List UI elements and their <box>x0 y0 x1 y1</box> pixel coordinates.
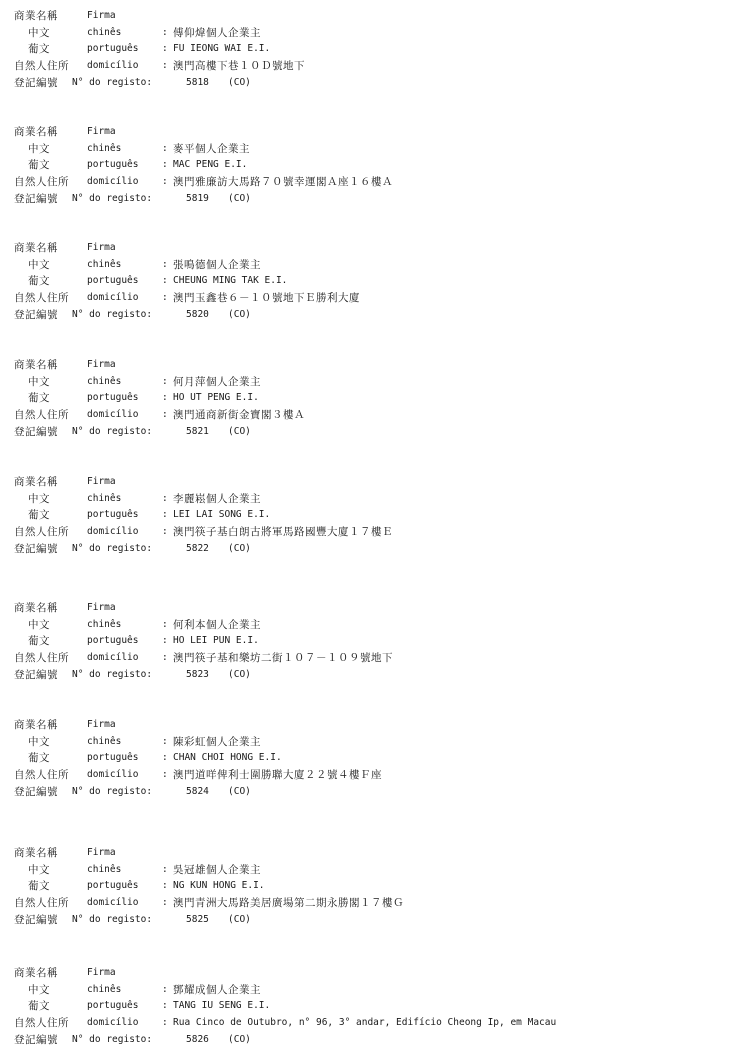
domicile-label-pt: domicílio <box>87 292 139 303</box>
firm-name-chinese: 鄧耀成個人企業主 <box>173 983 261 996</box>
firm-label-pt: Firma <box>87 719 116 730</box>
portuguese-label-zh: 葡文 <box>28 392 50 404</box>
registration-entry <box>14 240 714 320</box>
firm-name-portuguese: CHEUNG MING TAK E.I. <box>173 275 288 286</box>
chinese-label-pt: chinês <box>87 142 122 154</box>
registry-label-pt: N° do registo: <box>72 193 153 204</box>
registry-number: 5821 <box>186 426 209 437</box>
separator-colon: : <box>162 159 168 170</box>
registry-number: 5820 <box>186 309 209 320</box>
firm-label-pt: Firma <box>87 359 116 370</box>
registry-suffix: (CO) <box>228 914 251 925</box>
domicile-label-pt: domicílio <box>87 652 139 663</box>
registration-entry <box>14 717 714 797</box>
firm-label-zh: 商業名稱 <box>14 602 58 614</box>
chinese-label-pt: chinês <box>87 983 122 995</box>
separator-colon: : <box>162 176 168 187</box>
separator-colon: : <box>162 292 168 303</box>
chinese-label-zh: 中文 <box>28 735 50 748</box>
registration-entry <box>14 357 714 437</box>
firm-name-portuguese: LEI LAI SONG E.I. <box>173 509 271 520</box>
registry-suffix: (CO) <box>228 543 251 554</box>
portuguese-label-pt: português <box>87 635 139 646</box>
portuguese-label-zh: 葡文 <box>28 752 50 764</box>
domicile-label-pt: domicílio <box>87 176 139 187</box>
firm-name-portuguese: TANG IU SENG E.I. <box>173 1000 271 1011</box>
chinese-label-pt: chinês <box>87 375 122 387</box>
separator-colon: : <box>162 409 168 420</box>
separator-colon: : <box>162 526 168 537</box>
firm-name-chinese: 吳冠雄個人企業主 <box>173 863 261 876</box>
firm-label-pt: Firma <box>87 602 116 613</box>
separator-colon: : <box>162 752 168 763</box>
registry-label-zh: 登記編號 <box>14 669 58 681</box>
separator-colon: : <box>162 897 168 908</box>
firm-name-chinese: 陳彩虹個人企業主 <box>173 735 261 748</box>
separator-colon: : <box>162 258 168 270</box>
domicile-label-pt: domicílio <box>87 897 139 908</box>
registry-label-pt: N° do registo: <box>72 543 153 554</box>
domicile-label-pt: domicílio <box>87 769 139 780</box>
domicile-label-zh: 自然人住所 <box>14 60 69 72</box>
registry-label-zh: 登記編號 <box>14 309 58 321</box>
firm-name-chinese: 何月萍個人企業主 <box>173 375 261 388</box>
portuguese-label-zh: 葡文 <box>28 880 50 892</box>
domicile-address: Rua Cinco de Outubro, n° 96, 3° andar, Edifício Cheong Ip, em Macau <box>173 1017 557 1028</box>
domicile-label-zh: 自然人住所 <box>14 409 69 421</box>
portuguese-label-pt: português <box>87 275 139 286</box>
separator-colon: : <box>162 735 168 747</box>
firm-name-chinese: 張鳴德個人企業主 <box>173 258 261 271</box>
separator-colon: : <box>162 392 168 403</box>
domicile-address: 澳門高樓下巷１０Ｄ號地下 <box>173 60 305 72</box>
portuguese-label-zh: 葡文 <box>28 635 50 647</box>
separator-colon: : <box>162 375 168 387</box>
separator-colon: : <box>162 492 168 504</box>
registry-label-pt: N° do registo: <box>72 669 153 680</box>
firm-label-zh: 商業名稱 <box>14 719 58 731</box>
registry-label-zh: 登記編號 <box>14 914 58 926</box>
domicile-label-zh: 自然人住所 <box>14 526 69 538</box>
registration-entry <box>14 124 714 204</box>
registry-number: 5824 <box>186 786 209 797</box>
chinese-label-zh: 中文 <box>28 26 50 39</box>
registration-entry <box>14 845 714 925</box>
chinese-label-pt: chinês <box>87 258 122 270</box>
firm-label-zh: 商業名稱 <box>14 847 58 859</box>
separator-colon: : <box>162 43 168 54</box>
separator-colon: : <box>162 1017 168 1028</box>
firm-label-zh: 商業名稱 <box>14 967 58 979</box>
registry-suffix: (CO) <box>228 786 251 797</box>
domicile-label-zh: 自然人住所 <box>14 897 69 909</box>
domicile-label-zh: 自然人住所 <box>14 652 69 664</box>
firm-label-zh: 商業名稱 <box>14 126 58 138</box>
firm-label-pt: Firma <box>87 126 116 137</box>
chinese-label-zh: 中文 <box>28 375 50 388</box>
domicile-address: 澳門筷子基白朗古將軍馬路國豐大廈１７樓Ｅ <box>173 526 393 538</box>
registry-label-zh: 登記編號 <box>14 426 58 438</box>
portuguese-label-zh: 葡文 <box>28 1000 50 1012</box>
separator-colon: : <box>162 880 168 891</box>
domicile-address: 澳門道咩俾利士圍勝聯大廈２２號４樓Ｆ座 <box>173 769 382 781</box>
firm-name-portuguese: HO UT PENG E.I. <box>173 392 259 403</box>
separator-colon: : <box>162 635 168 646</box>
separator-colon: : <box>162 983 168 995</box>
registry-suffix: (CO) <box>228 426 251 437</box>
domicile-label-zh: 自然人住所 <box>14 769 69 781</box>
registry-number: 5822 <box>186 543 209 554</box>
separator-colon: : <box>162 26 168 38</box>
separator-colon: : <box>162 618 168 630</box>
firm-label-pt: Firma <box>87 847 116 858</box>
registry-label-pt: N° do registo: <box>72 77 153 88</box>
registry-label-zh: 登記編號 <box>14 77 58 89</box>
chinese-label-pt: chinês <box>87 26 122 38</box>
separator-colon: : <box>162 1000 168 1011</box>
registry-label-pt: N° do registo: <box>72 1034 153 1045</box>
registry-label-pt: N° do registo: <box>72 309 153 320</box>
registration-entry <box>14 474 714 554</box>
separator-colon: : <box>162 142 168 154</box>
chinese-label-zh: 中文 <box>28 492 50 505</box>
registry-number: 5823 <box>186 669 209 680</box>
firm-name-chinese: 傅仰煒個人企業主 <box>173 26 261 39</box>
portuguese-label-zh: 葡文 <box>28 159 50 171</box>
registry-suffix: (CO) <box>228 77 251 88</box>
portuguese-label-pt: português <box>87 509 139 520</box>
firm-name-chinese: 麥平個人企業主 <box>173 142 250 155</box>
domicile-label-zh: 自然人住所 <box>14 176 69 188</box>
domicile-address: 澳門筷子基和樂坊二街１０７－１０９號地下 <box>173 652 393 664</box>
domicile-label-zh: 自然人住所 <box>14 1017 69 1029</box>
registry-suffix: (CO) <box>228 1034 251 1045</box>
firm-name-chinese: 何利本個人企業主 <box>173 618 261 631</box>
registry-number: 5819 <box>186 193 209 204</box>
registry-suffix: (CO) <box>228 669 251 680</box>
chinese-label-zh: 中文 <box>28 142 50 155</box>
registry-suffix: (CO) <box>228 309 251 320</box>
registry-label-pt: N° do registo: <box>72 426 153 437</box>
registration-entry <box>14 600 714 680</box>
registry-number: 5825 <box>186 914 209 925</box>
domicile-label-zh: 自然人住所 <box>14 292 69 304</box>
domicile-address: 澳門青洲大馬路美居廣場第二期永勝閣１７樓Ｇ <box>173 897 404 909</box>
firm-label-zh: 商業名稱 <box>14 359 58 371</box>
registration-entry <box>14 8 714 88</box>
domicile-label-pt: domicílio <box>87 526 139 537</box>
firm-label-zh: 商業名稱 <box>14 242 58 254</box>
registry-number: 5818 <box>186 77 209 88</box>
registry-label-pt: N° do registo: <box>72 914 153 925</box>
firm-name-portuguese: NG KUN HONG E.I. <box>173 880 265 891</box>
registry-label-zh: 登記編號 <box>14 543 58 555</box>
firm-name-portuguese: FU IEONG WAI E.I. <box>173 43 271 54</box>
registration-entry <box>14 965 714 1045</box>
separator-colon: : <box>162 652 168 663</box>
registry-number: 5826 <box>186 1034 209 1045</box>
chinese-label-zh: 中文 <box>28 983 50 996</box>
firm-label-pt: Firma <box>87 242 116 253</box>
portuguese-label-zh: 葡文 <box>28 275 50 287</box>
domicile-label-pt: domicílio <box>87 1017 139 1028</box>
portuguese-label-pt: português <box>87 752 139 763</box>
chinese-label-zh: 中文 <box>28 618 50 631</box>
registry-label-zh: 登記編號 <box>14 1034 58 1046</box>
firm-name-chinese: 李麗崧個人企業主 <box>173 492 261 505</box>
firm-label-pt: Firma <box>87 476 116 487</box>
registry-label-zh: 登記編號 <box>14 193 58 205</box>
firm-label-zh: 商業名稱 <box>14 10 58 22</box>
registry-label-zh: 登記編號 <box>14 786 58 798</box>
chinese-label-pt: chinês <box>87 492 122 504</box>
separator-colon: : <box>162 275 168 286</box>
firm-label-pt: Firma <box>87 967 116 978</box>
separator-colon: : <box>162 769 168 780</box>
portuguese-label-zh: 葡文 <box>28 43 50 55</box>
chinese-label-pt: chinês <box>87 618 122 630</box>
portuguese-label-pt: português <box>87 880 139 891</box>
chinese-label-pt: chinês <box>87 735 122 747</box>
portuguese-label-pt: português <box>87 159 139 170</box>
firm-name-portuguese: MAC PENG E.I. <box>173 159 248 170</box>
portuguese-label-pt: português <box>87 392 139 403</box>
domicile-address: 澳門玉鑫巷６－１０號地下Ｅ勝利大廈 <box>173 292 360 304</box>
domicile-address: 澳門雅廉訪大馬路７０號幸運閣Ａ座１６樓Ａ <box>173 176 393 188</box>
portuguese-label-zh: 葡文 <box>28 509 50 521</box>
chinese-label-pt: chinês <box>87 863 122 875</box>
domicile-label-pt: domicílio <box>87 409 139 420</box>
firm-name-portuguese: HO LEI PUN E.I. <box>173 635 259 646</box>
firm-name-portuguese: CHAN CHOI HONG E.I. <box>173 752 282 763</box>
portuguese-label-pt: português <box>87 1000 139 1011</box>
portuguese-label-pt: português <box>87 43 139 54</box>
registry-label-pt: N° do registo: <box>72 786 153 797</box>
registry-suffix: (CO) <box>228 193 251 204</box>
chinese-label-zh: 中文 <box>28 863 50 876</box>
separator-colon: : <box>162 509 168 520</box>
firm-label-zh: 商業名稱 <box>14 476 58 488</box>
separator-colon: : <box>162 60 168 71</box>
firm-label-pt: Firma <box>87 10 116 21</box>
domicile-label-pt: domicílio <box>87 60 139 71</box>
separator-colon: : <box>162 863 168 875</box>
chinese-label-zh: 中文 <box>28 258 50 271</box>
domicile-address: 澳門通商新街金寶閣３樓Ａ <box>173 409 305 421</box>
